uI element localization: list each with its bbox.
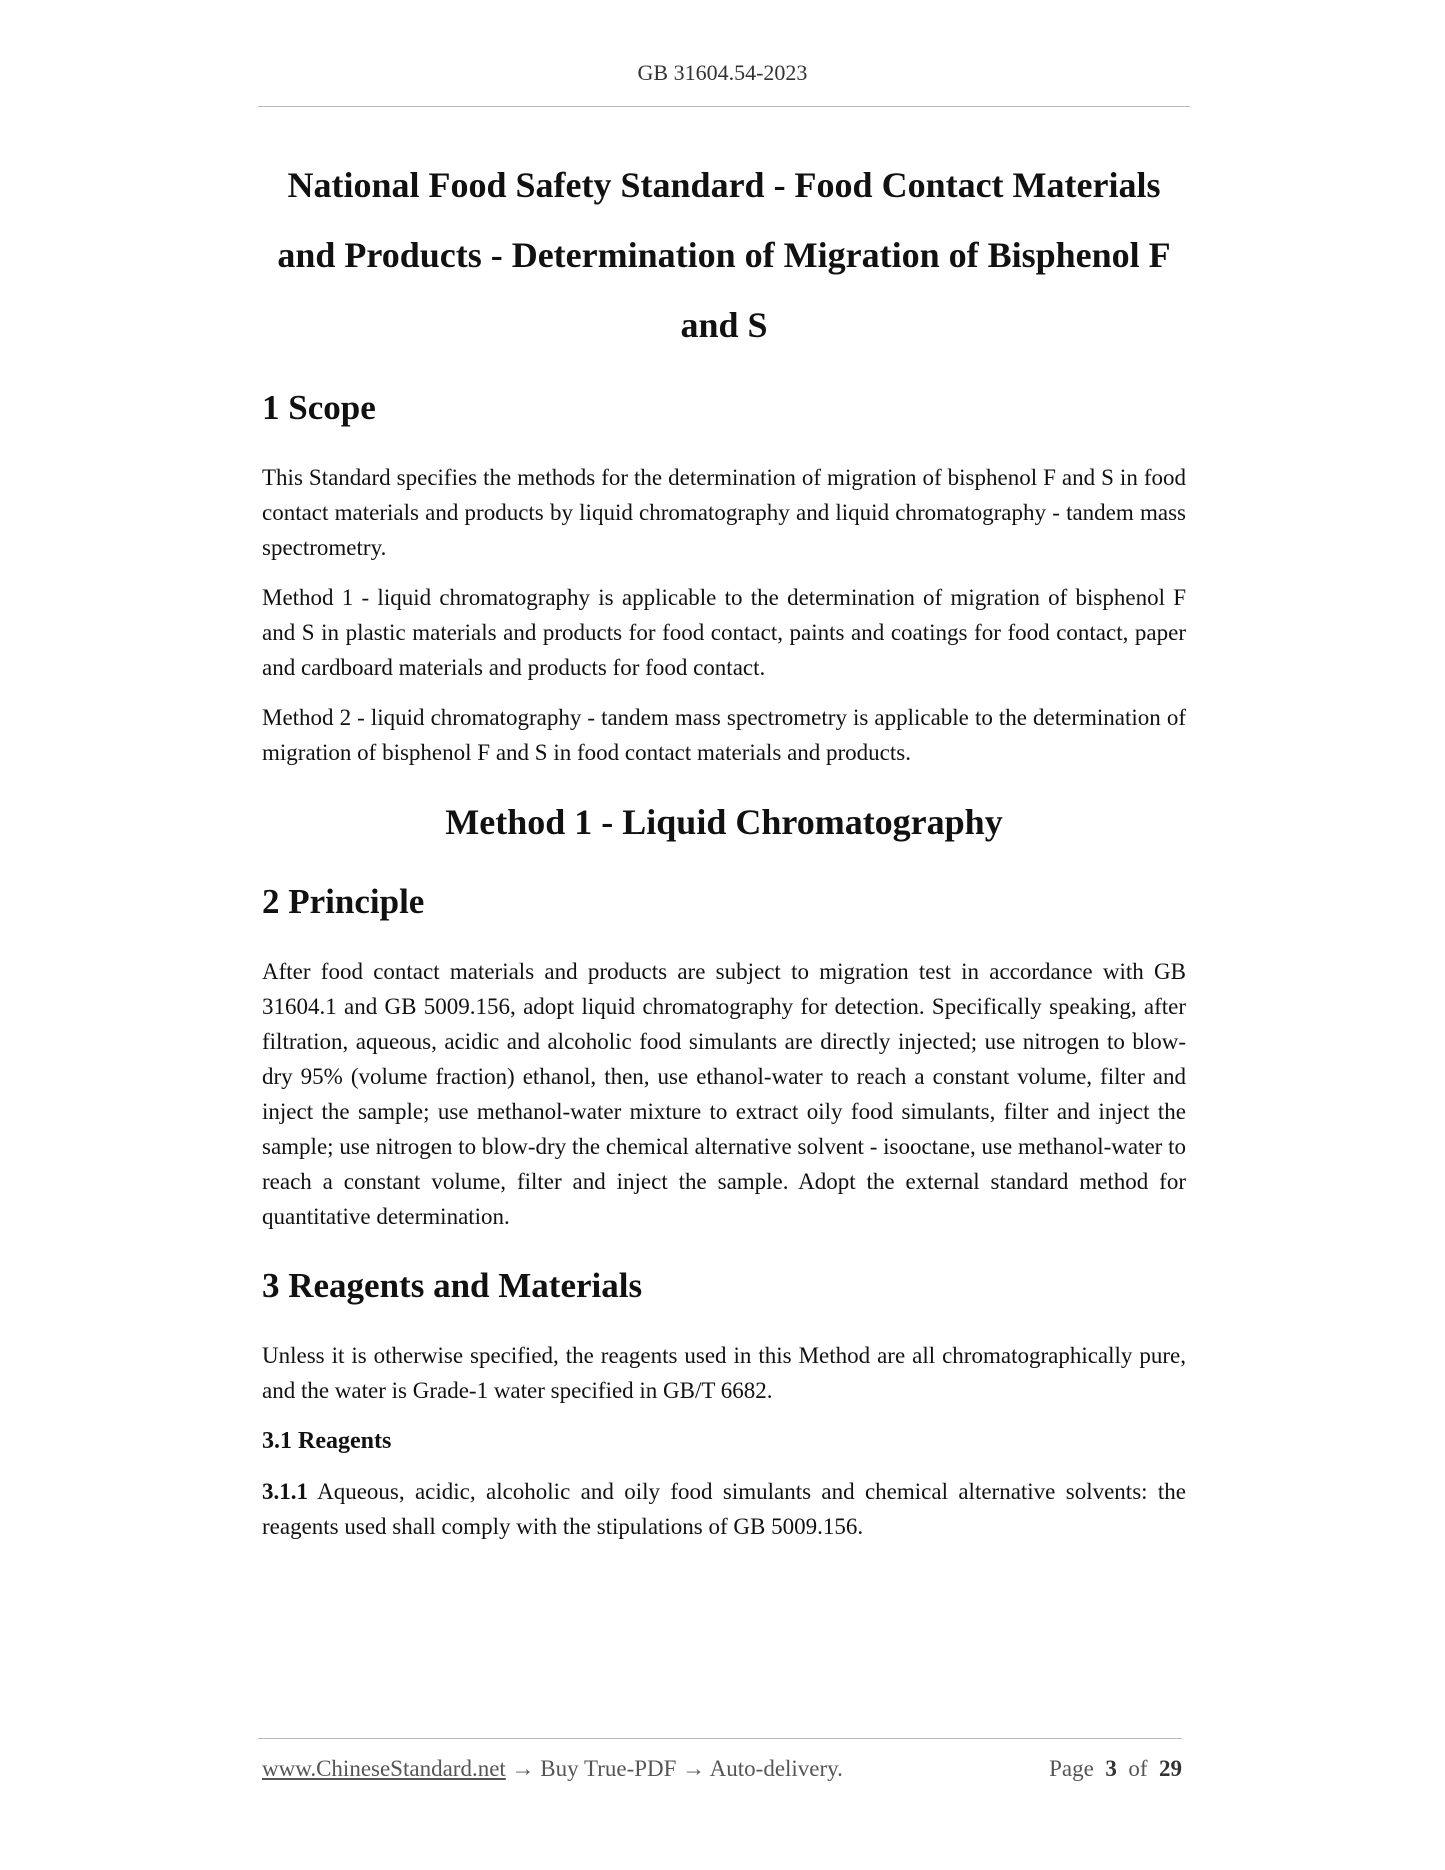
page-content: [262, 150, 1186, 1544]
section-1-heading: 1 Scope: [262, 388, 376, 427]
footer-promo: [262, 1756, 843, 1782]
principle-paragraph: After food contact materials and products are subject to migration test in accordance with GB 31604.1 and GB 5009.156, adopt liquid chromatography for detection. Specifically speaking, after filtration, aqueous, acidic and alcoholic food simulants are directly injected; use nitrogen to blow-dry 95% (volume fraction) ethanol, then, use ethanol-water to reach a constant volume, filter and inject the sample; use methanol-water mixture to extract oily food simulants, filter and inject the sample; use nitrogen to blow-dry the chemical alternative solvent - isooctane, use methanol-water to reach a constant volume, filter and inject the sample. Adopt the external standard method for quantitative determination.: [262, 959, 1186, 1229]
section-2-heading: 2 Principle: [262, 882, 425, 921]
page-total: 29: [1159, 1756, 1182, 1781]
scope-paragraph-3: Method 2 - liquid chromatography - tandem mass spectrometry is applicable to the determination of migration of bisphenol F and S in food contact materials and products.: [262, 705, 1186, 765]
scope-paragraph-2: Method 1 - liquid chromatography is applicable to the determination of migration of bisphenol F and S in plastic materials and products for food contact, paints and coatings for food contact, paper and cardboard materials and products for food contact.: [262, 585, 1186, 680]
of-label: of: [1128, 1756, 1148, 1781]
section-3-heading: 3 Reagents and Materials: [262, 1266, 643, 1305]
item-3-1-1-text: Aqueous, acidic, alcoholic and oily food simulants and chemical alternative solvents: the reagents used shall comply with the stipulations of GB 5009.156.: [262, 1479, 1186, 1539]
document-title: [262, 150, 1186, 360]
header-standard-code: GB 31604.54-2023: [637, 60, 808, 85]
page-label: Page: [1049, 1756, 1094, 1781]
footer-divider: [258, 1738, 1182, 1739]
item-3-1-1-number: 3.1.1: [262, 1479, 308, 1504]
page-number: [1049, 1756, 1182, 1782]
footer-promo-text: → Buy True-PDF → Auto-delivery.: [505, 1756, 843, 1781]
title-line-1: National Food Safety Standard - Food Contact Materials: [287, 165, 1161, 205]
page-current: 3: [1105, 1756, 1117, 1781]
title-line-3: and S: [680, 305, 768, 345]
reagents-intro-paragraph: Unless it is otherwise specified, the reagents used in this Method are all chromatographically pure, and the water is Grade-1 water specified in GB/T 6682.: [262, 1343, 1186, 1403]
item-3-1-1-paragraph: [262, 1474, 1186, 1544]
footer-website-link[interactable]: www.ChineseStandard.net: [262, 1756, 506, 1781]
method-1-heading: Method 1 - Liquid Chromatography: [445, 802, 1003, 842]
title-line-2: and Products - Determination of Migration of Bisphenol F: [277, 235, 1171, 275]
subsection-3-1-heading: 3.1 Reagents: [262, 1428, 392, 1454]
scope-paragraph-1: This Standard specifies the methods for the determination of migration of bisphenol F and S in food contact materials and products by liquid chromatography and liquid chromatography - tandem mass spectrometry.: [262, 465, 1186, 560]
header-divider: [258, 106, 1190, 107]
